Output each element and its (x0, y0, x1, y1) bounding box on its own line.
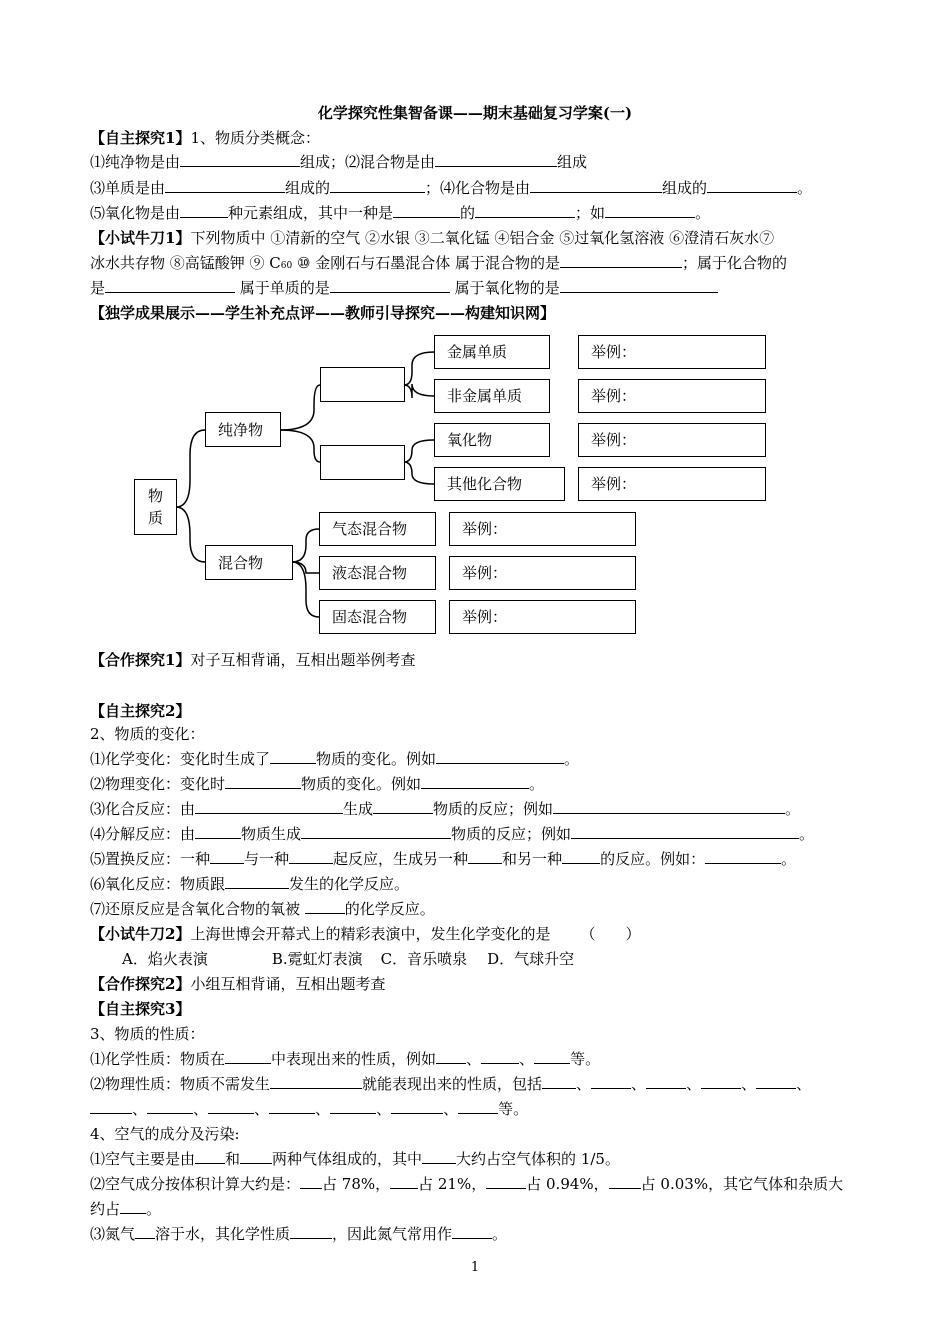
s4-l1b: 和 (225, 1150, 241, 1168)
blank[interactable] (210, 849, 244, 864)
s1-l3c: 的 (460, 204, 476, 222)
conn-root-pure (176, 430, 205, 507)
s3-head: 【自主探究3】 (90, 1000, 191, 1018)
node-root: 物 质 (134, 479, 177, 535)
conn-to-metal (404, 352, 434, 385)
s4-l2c: 占 21%， (418, 1175, 487, 1193)
blank[interactable] (270, 1074, 362, 1089)
s2-l5d: 和另一种 (502, 850, 563, 868)
s2-l4a: ⑷分解反应：由 (90, 825, 196, 843)
s1-l2d: 组成的 (662, 179, 708, 197)
node-element-blank[interactable] (320, 367, 405, 402)
s2-l5e: 的反应。例如： (600, 850, 706, 868)
conn-to-gas (292, 529, 319, 562)
blank[interactable] (591, 1074, 631, 1089)
t2-line (90, 924, 640, 944)
sep: 、 (796, 1075, 812, 1093)
c2-head: 【合作探究2】 (90, 975, 191, 993)
blank[interactable] (390, 1174, 418, 1189)
option-b[interactable]: B.霓虹灯表演 (271, 950, 363, 968)
s2-line4 (90, 824, 814, 844)
s2-l6a: ⑹氧化反应：物质跟 (90, 875, 226, 893)
t1-l3c: 属于氧化物的是 (449, 279, 560, 297)
s1-l1c: 组成 (557, 153, 588, 171)
conn-to-oxide (404, 440, 434, 462)
t1-l2sub: 60 (280, 261, 293, 271)
s2-l4b: 物质生成 (241, 825, 302, 843)
c1-line (90, 650, 415, 670)
sep: 、 (376, 1100, 392, 1118)
s2-l4d: 。 (799, 825, 815, 843)
t1-l2a: 冰水共存物 ⑧高锰酸钾 ⑨ C (90, 254, 281, 272)
example-box-metal[interactable]: 举例： (578, 335, 766, 369)
blank[interactable] (135, 1224, 155, 1239)
s4-l3b: 。 (146, 1200, 162, 1218)
blank[interactable] (542, 1074, 576, 1089)
s2-l1c: 。 (564, 750, 580, 768)
blank[interactable] (701, 1074, 741, 1089)
s2-l3b: 生成 (343, 800, 374, 818)
sep: 、 (686, 1075, 702, 1093)
s2-l5a: ⑸置换反应：一种 (90, 850, 211, 868)
page-number: 1 (470, 1260, 480, 1275)
option-a[interactable]: A．焰火表演 (122, 950, 208, 968)
s2-l4c: 物质的反应；例如 (451, 825, 572, 843)
s3-l1c: 等。 (570, 1050, 601, 1068)
conn-root-mixture (176, 507, 205, 562)
s1-l2b: 组成的 (285, 179, 331, 197)
blank[interactable] (147, 1099, 193, 1114)
s1-l1a: ⑴纯净物是由 (90, 153, 181, 171)
s2-l2b: 物质的变化。例如 (301, 775, 422, 793)
node-liquid-mixture: 液态混合物 (319, 556, 436, 590)
s2-line5 (90, 849, 796, 869)
s2-l7b: 的化学反应。 (344, 900, 435, 918)
c1-text: 对子互相背诵，互相出题举例考查 (190, 651, 416, 669)
s3-intro: 3、物质的性质： (90, 1025, 205, 1043)
blank[interactable] (646, 1074, 686, 1089)
s4-l3a: 约占 (90, 1200, 121, 1218)
s1-intro: 1、物质分类概念： (190, 129, 320, 147)
s4-line4 (90, 1224, 507, 1244)
conn-to-liquid (292, 562, 319, 573)
node-mixture: 混合物 (205, 545, 293, 580)
example-box-liquid[interactable]: 举例： (449, 556, 636, 590)
s1-l1b: 组成；⑵混合物是由 (300, 153, 436, 171)
s2-l5b: 与一种 (244, 850, 290, 868)
blank[interactable] (195, 824, 241, 839)
blank[interactable] (330, 1099, 376, 1114)
s2-line3 (90, 799, 800, 819)
c2-text: 小组互相背诵，互相出题考查 (190, 975, 386, 993)
sep: 、 (741, 1075, 757, 1093)
sep: 、 (443, 1100, 459, 1118)
blank[interactable] (486, 1174, 526, 1189)
blank[interactable] (269, 1099, 315, 1114)
blank[interactable] (225, 1049, 271, 1064)
blank[interactable] (289, 849, 333, 864)
s1-l3e: 。 (695, 204, 711, 222)
s2-l5f: 。 (781, 850, 797, 868)
blank[interactable] (553, 799, 785, 814)
blank[interactable] (305, 899, 345, 914)
s1-l2a: ⑶单质是由 (90, 179, 166, 197)
blank[interactable] (609, 1174, 641, 1189)
blank[interactable] (195, 799, 343, 814)
s4-l4a: ⑶氮气 (90, 1225, 136, 1243)
blank[interactable] (705, 849, 781, 864)
s2-l1b: 物质的变化。例如 (316, 750, 437, 768)
t1-l3a: 是 (90, 279, 106, 297)
blank[interactable] (391, 1099, 443, 1114)
s1-head: 【自主探究1】 (90, 129, 191, 147)
blank[interactable] (571, 824, 799, 839)
blank[interactable] (270, 749, 316, 764)
sep: 、 (254, 1100, 270, 1118)
sep: 、 (466, 1050, 482, 1068)
s2-l3d: 。 (785, 800, 801, 818)
sep: 、 (315, 1100, 331, 1118)
s3-line3 (90, 1099, 528, 1119)
blank[interactable] (120, 1199, 146, 1214)
t1-head: 【小试牛刀1】 (90, 229, 191, 247)
s3-l3end: 等。 (498, 1100, 529, 1118)
s3-line1 (90, 1049, 600, 1069)
node-gas-mixture: 气态混合物 (319, 512, 436, 546)
s2-line1 (90, 749, 579, 769)
s2-line2 (90, 774, 544, 794)
s3-l1b: 中表现出来的性质，例如 (271, 1050, 437, 1068)
blank[interactable] (458, 1099, 498, 1114)
example-box-other[interactable]: 举例： (578, 467, 766, 501)
conn-pure-compound (280, 430, 320, 462)
s4-l2b: 占 78%， (322, 1175, 391, 1193)
s2-l2a: ⑵物理变化：变化时 (90, 775, 226, 793)
sep: 、 (631, 1075, 647, 1093)
s2-l3c: 物质的反应；例如 (433, 800, 554, 818)
t1-l2b: ⑩ 金刚石与石墨混合体 属于混合物的是 (292, 254, 561, 272)
blank[interactable] (534, 1049, 570, 1064)
s2-l5c: 起反应，生成另一种 (333, 850, 469, 868)
s1-l2c: ；⑷化合物是由 (425, 179, 531, 197)
node-metal-element: 金属单质 (434, 335, 550, 369)
sep: 、 (132, 1100, 148, 1118)
blank[interactable] (468, 849, 502, 864)
blank[interactable] (225, 774, 301, 789)
sep: 、 (193, 1100, 209, 1118)
s2-intro: 2、物质的变化： (90, 725, 205, 743)
node-other-compound: 其他化合物 (434, 467, 565, 501)
conn-pure-elem (280, 385, 320, 430)
s4-l1d: 大约占空气体积的 1/5。 (456, 1150, 620, 1168)
t1-l2c: ；属于化合物的 (682, 254, 788, 272)
blank[interactable] (436, 1049, 466, 1064)
conn-to-nonmetal (404, 384, 434, 398)
s4-l1c: 两种气体组成的，其中 (272, 1150, 423, 1168)
node-solid-mixture: 固态混合物 (319, 600, 436, 634)
s4-line1 (90, 1149, 620, 1169)
t1-l3b: 属于单质的是 (235, 279, 330, 297)
t2-head: 【小试牛刀2】 (90, 925, 191, 943)
s2-line7 (90, 899, 435, 919)
option-c[interactable]: C．音乐喷泉 (380, 950, 468, 968)
blank[interactable] (481, 1049, 519, 1064)
s4-l1a: ⑴空气主要是由 (90, 1150, 196, 1168)
s4-line2 (90, 1174, 843, 1194)
page-title: 化学探究性集智备课——期末基础复习学案(一) (317, 104, 633, 122)
s4-l2e: 占 0.03%，其它气体和杂质大 (640, 1175, 844, 1193)
node-pure: 纯净物 (205, 412, 281, 447)
sep: 、 (576, 1075, 592, 1093)
s4-l4d: 。 (492, 1225, 508, 1243)
s3-l2a: ⑵物理性质：物质不需发生 (90, 1075, 271, 1093)
s2-head: 【自主探究2】 (90, 702, 191, 720)
blank[interactable] (436, 749, 564, 764)
c1-head: 【合作探究1】 (90, 651, 191, 669)
s3-l2b: 就能表现出来的性质，包括 (362, 1075, 543, 1093)
s1-l3a: ⑸氧化物是由 (90, 204, 181, 222)
s3-l1a: ⑴化学性质：物质在 (90, 1050, 226, 1068)
blank[interactable] (562, 849, 600, 864)
s4-l2d: 占 0.94%， (526, 1175, 609, 1193)
blank[interactable] (208, 1099, 254, 1114)
t1-l1: 下列物质中 ①清新的空气 ②水银 ③二氧化锰 ④铝合金 ⑤过氧化氢溶液 ⑥澄清石灰水⑦ (190, 229, 775, 247)
option-d[interactable]: D．气球升空 (487, 950, 575, 968)
s2-l1a: ⑴化学变化：变化时生成了 (90, 750, 271, 768)
t2-answer-paren[interactable]: （ ） (580, 925, 641, 943)
conn-to-other (404, 462, 434, 484)
c2-line (90, 974, 385, 994)
blank[interactable] (225, 874, 289, 889)
s4-line3 (90, 1199, 161, 1219)
sep: 、 (519, 1050, 535, 1068)
s2-l2c: 。 (529, 775, 545, 793)
blank[interactable] (422, 1149, 456, 1164)
blank[interactable] (756, 1074, 796, 1089)
s4-l4b: 溶于水，其化学性质 (155, 1225, 291, 1243)
blank[interactable] (373, 799, 433, 814)
node-compound-blank[interactable] (320, 445, 405, 480)
s1-l2e: 。 (797, 179, 813, 197)
blank[interactable] (301, 824, 451, 839)
example-box-gas[interactable]: 举例： (449, 512, 636, 546)
blank[interactable] (290, 1224, 332, 1239)
blank[interactable] (195, 1149, 225, 1164)
s4-l4c: ，因此氮气常用作 (332, 1225, 453, 1243)
show-head: 【独学成果展示——学生补充点评——教师引导探究——构建知识网】 (90, 304, 556, 322)
t2-text: 上海世博会开幕式上的精彩表演中，发生化学变化的是 (190, 925, 551, 943)
t2-options (122, 949, 574, 969)
s4-intro: 4、空气的成分及污染: (90, 1125, 240, 1143)
node-nonmetal-element: 非金属单质 (434, 379, 550, 413)
blank[interactable] (421, 774, 529, 789)
s1-l3b: 种元素组成，其中一种是 (228, 204, 394, 222)
s3-line2 (90, 1074, 811, 1094)
s2-l7a: ⑺还原反应是含氧化合物的氧被 (90, 900, 305, 918)
s2-l6b: 发生的化学反应。 (289, 875, 410, 893)
example-box-solid[interactable]: 举例： (449, 600, 636, 634)
s1-l3d: ；如 (575, 204, 606, 222)
example-box-oxide[interactable]: 举例： (578, 423, 766, 457)
blank[interactable] (90, 1099, 132, 1114)
s4-l2a: ⑵空气成分按体积计算大约是： (90, 1175, 301, 1193)
node-oxide: 氧化物 (434, 423, 550, 457)
s2-l3a: ⑶化合反应：由 (90, 800, 196, 818)
blank[interactable] (300, 1174, 322, 1189)
s2-line6 (90, 874, 409, 894)
blank[interactable] (452, 1224, 492, 1239)
example-box-nonmetal[interactable]: 举例： (578, 379, 766, 413)
blank[interactable] (240, 1149, 272, 1164)
